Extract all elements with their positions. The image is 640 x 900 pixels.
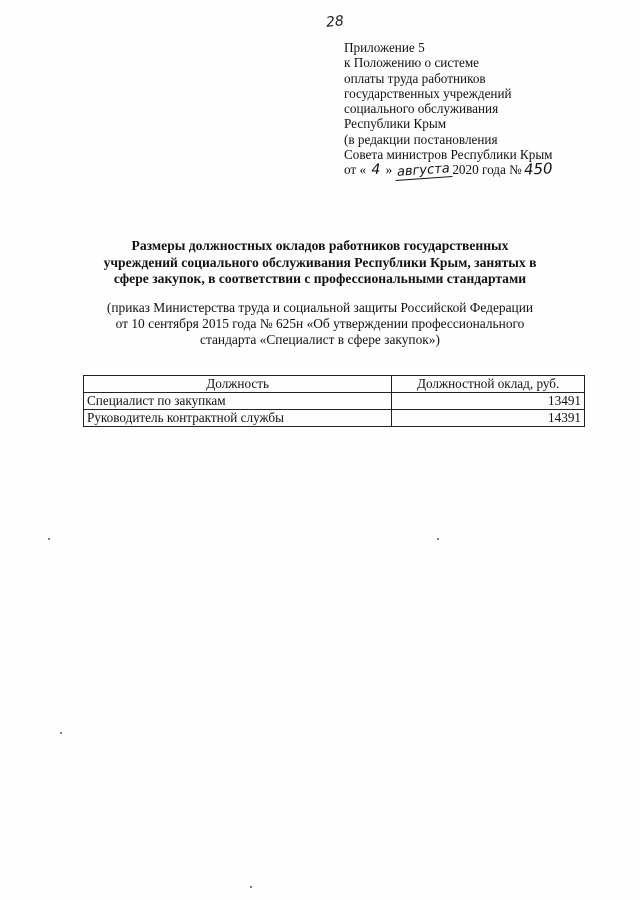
basis-line: стандарта «Специалист в сфере закупок») <box>200 332 440 347</box>
handwritten-day: 4 <box>371 162 381 179</box>
column-header-position: Должность <box>84 376 392 393</box>
title-line: Размеры должностных окладов работников государственных <box>131 238 509 253</box>
appendix-line: Приложение 5 <box>344 40 425 55</box>
basis-line: (приказ Министерства труда и социальной защиты Российской Федерации <box>106 300 534 315</box>
salary-cell: 14391 <box>392 410 585 427</box>
scan-speck <box>250 886 252 888</box>
column-header-salary: Должностной оклад, руб. <box>392 376 585 393</box>
salary-cell: 13491 <box>392 393 585 410</box>
appendix-line: к Положению о системе <box>344 55 480 71</box>
title-line: сфере закупок, в соответствии с профессиональными стандартами <box>113 271 527 286</box>
appendix-line: Совета министров Республики Крым <box>344 147 553 163</box>
table-header-row <box>84 376 585 393</box>
table-row <box>84 410 585 427</box>
appendix-line: Республики Крым <box>344 116 447 132</box>
appendix-line: оплаты труда работников <box>344 70 486 86</box>
basis-line: от 10 сентября 2015 года № 625н «Об утверждении профессионального <box>115 316 525 331</box>
appendix-line: (в редакции постановления <box>344 131 498 147</box>
position-cell: Специалист по закупкам <box>84 393 392 410</box>
legal-basis <box>40 300 600 348</box>
appendix-header <box>344 40 614 180</box>
document-title <box>40 238 600 288</box>
handwritten-decree-number: 450 <box>523 159 553 180</box>
table-row <box>84 393 585 410</box>
salary-table <box>83 375 585 427</box>
position-cell: Руководитель контрактной службы <box>84 410 392 427</box>
date-prefix: от « <box>344 162 367 178</box>
scan-speck <box>60 732 62 734</box>
title-line: учреждений социального обслуживания Республики Крым, занятых в <box>103 254 537 270</box>
date-year: 2020 года № <box>452 162 522 178</box>
scan-speck <box>437 538 439 540</box>
scan-speck <box>48 538 50 540</box>
handwritten-page-number: 28 <box>325 13 345 31</box>
decree-date-line <box>344 159 614 181</box>
handwritten-month: августа <box>395 161 453 181</box>
appendix-line: государственных учреждений <box>344 85 512 101</box>
appendix-line: социального обслуживания <box>344 101 499 117</box>
date-mid: » <box>385 162 393 178</box>
